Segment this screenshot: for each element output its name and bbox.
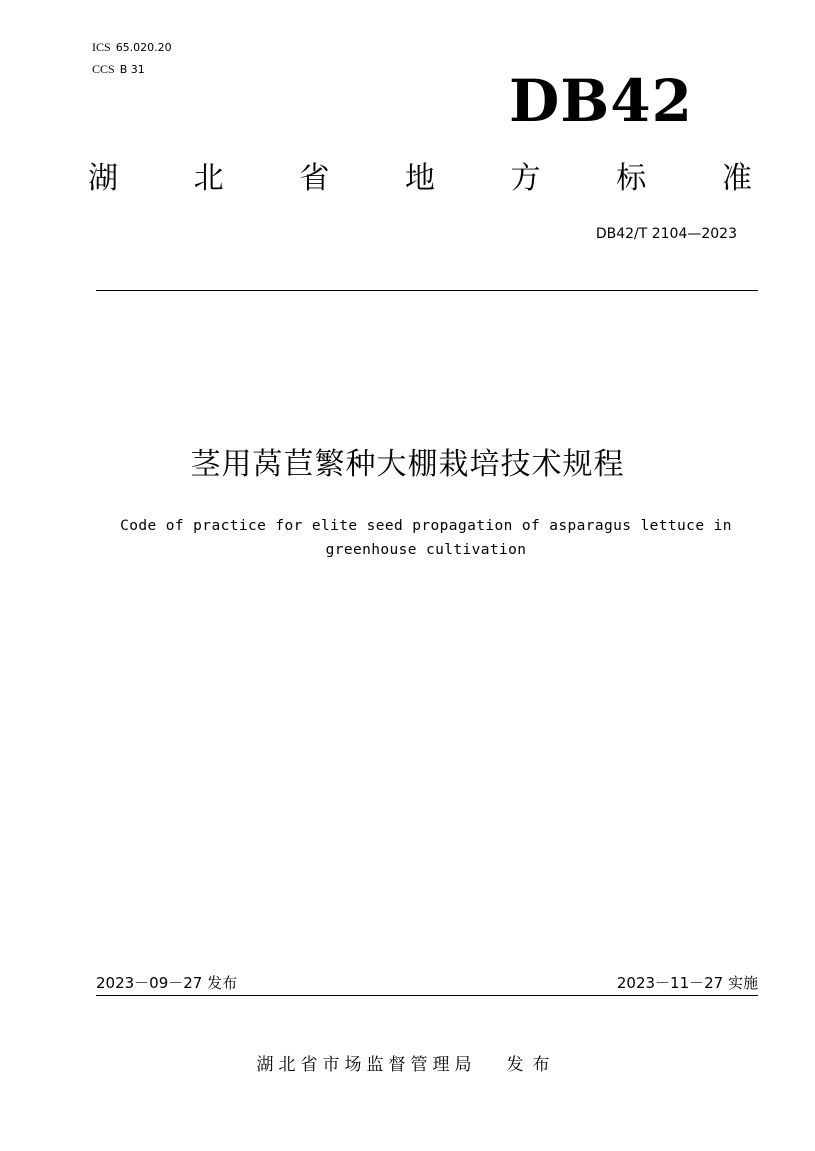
english-title-line-1: Code of practice for elite seed propagation of asparagus lettuce in [120,518,732,534]
ics-label: ICS [92,40,111,54]
standard-type-char: 湖 [88,161,118,196]
ics-code-line [92,40,172,55]
standard-type-char: 地 [404,161,435,196]
effective-date: 2023－11－27 实施 [616,974,758,992]
header-divider [96,290,758,291]
standard-type-title [88,156,752,202]
standard-type-char: 方 [510,161,541,196]
issuing-authority [0,1052,815,1078]
standard-type-char: 准 [721,161,752,196]
english-title-line-2: greenhouse cultivation [325,542,527,558]
document-title-chinese: 茎用莴苣繁种大棚栽培技术规程 [190,447,625,482]
standard-mark: DB42 [508,67,693,135]
ics-code: 65.020.20 [115,41,172,54]
publish-date: 2023－09－27 发布 [96,974,238,992]
document-title-english [90,514,762,562]
standard-type-char: 省 [299,161,330,196]
issuer-organization: 湖北省市场监督管理局 [256,1055,477,1075]
standard-number: DB42/T 2104—2023 [595,226,737,242]
ccs-code: B 31 [119,63,145,76]
issuer-action: 发布 [506,1055,559,1075]
standard-type-char: 标 [616,161,647,196]
standard-type-char: 北 [193,161,224,196]
ccs-label: CCS [92,62,115,76]
footer-divider [96,995,758,996]
